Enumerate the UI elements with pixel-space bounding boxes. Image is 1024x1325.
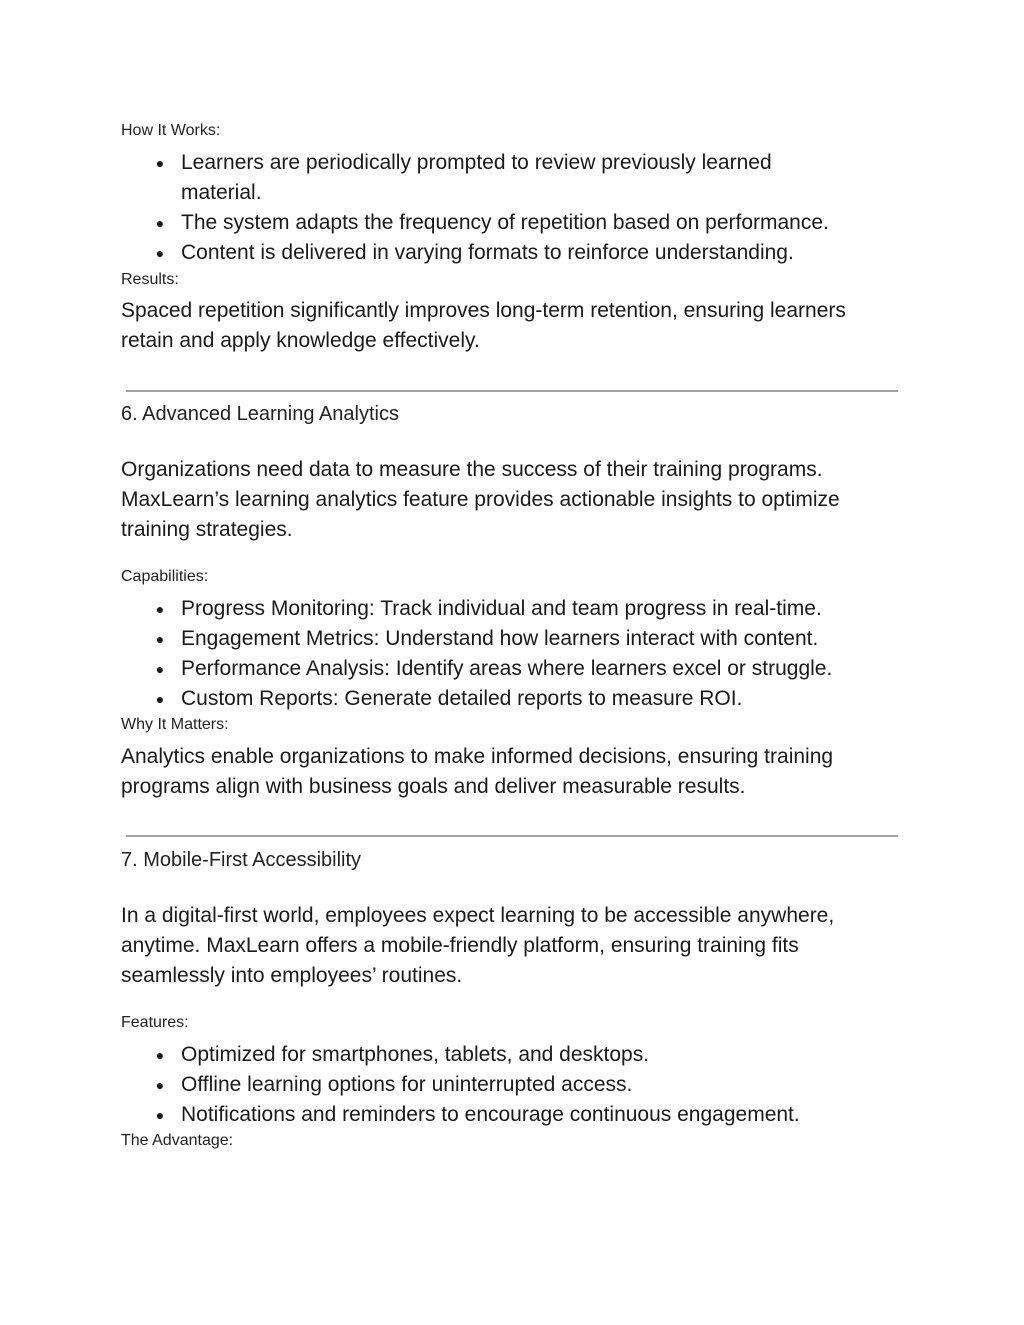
- section-divider: [126, 390, 898, 392]
- bullet-icon: ●: [155, 691, 165, 707]
- section-7-intro-line-1: In a digital-first world, employees expect learning to be accessible anywhere,: [121, 904, 835, 927]
- how-it-works-item-2: The system adapts the frequency of repetition based on performance.: [181, 211, 829, 234]
- section-7-intro-line-3: seamlessly into employees’ routines.: [121, 964, 463, 987]
- how-it-works-label: How It Works:: [121, 122, 221, 139]
- why-it-matters-line-1: Analytics enable organizations to make informed decisions, ensuring training: [121, 745, 834, 768]
- bullet-icon: ●: [155, 215, 165, 231]
- section-6-intro-line-2: MaxLearn’s learning analytics feature provides actionable insights to optimize: [121, 488, 840, 511]
- section-6-intro-line-1: Organizations need data to measure the success of their training programs.: [121, 458, 823, 481]
- section-6-intro-line-3: training strategies.: [121, 518, 293, 541]
- why-it-matters-line-2: programs align with business goals and deliver measurable results.: [121, 775, 746, 798]
- bullet-icon: ●: [155, 1047, 165, 1063]
- bullet-icon: ●: [155, 245, 165, 261]
- how-it-works-item-1-line-2: material.: [181, 181, 262, 204]
- capability-item-4: Custom Reports: Generate detailed reports to measure ROI.: [181, 687, 743, 710]
- capabilities-label: Capabilities:: [121, 568, 209, 585]
- section-6-title: 6. Advanced Learning Analytics: [121, 403, 399, 425]
- bullet-icon: ●: [155, 1077, 165, 1093]
- feature-item-2: Offline learning options for uninterrupted access.: [181, 1073, 633, 1096]
- bullet-icon: ●: [155, 661, 165, 677]
- section-7-intro-line-2: anytime. MaxLearn offers a mobile-friendly platform, ensuring training fits: [121, 934, 799, 957]
- results-label: Results:: [121, 271, 179, 288]
- bullet-icon: ●: [155, 601, 165, 617]
- results-text-line-2: retain and apply knowledge effectively.: [121, 329, 480, 352]
- features-label: Features:: [121, 1014, 189, 1031]
- bullet-icon: ●: [155, 1107, 165, 1123]
- how-it-works-item-1-line-1: Learners are periodically prompted to review previously learned: [181, 151, 772, 174]
- capability-item-1: Progress Monitoring: Track individual and team progress in real-time.: [181, 597, 822, 620]
- bullet-icon: ●: [155, 155, 165, 171]
- bullet-icon: ●: [155, 631, 165, 647]
- capability-item-2: Engagement Metrics: Understand how learners interact with content.: [181, 627, 819, 650]
- capability-item-3: Performance Analysis: Identify areas where learners excel or struggle.: [181, 657, 833, 680]
- how-it-works-item-3: Content is delivered in varying formats to reinforce understanding.: [181, 241, 794, 264]
- feature-item-1: Optimized for smartphones, tablets, and desktops.: [181, 1043, 650, 1066]
- why-it-matters-label: Why It Matters:: [121, 716, 229, 733]
- section-divider: [126, 835, 898, 837]
- advantage-label: The Advantage:: [121, 1132, 234, 1149]
- section-7-title: 7. Mobile-First Accessibility: [121, 849, 362, 871]
- feature-item-3: Notifications and reminders to encourage continuous engagement.: [181, 1103, 800, 1126]
- results-text-line-1: Spaced repetition significantly improves long-term retention, ensuring learners: [121, 299, 846, 322]
